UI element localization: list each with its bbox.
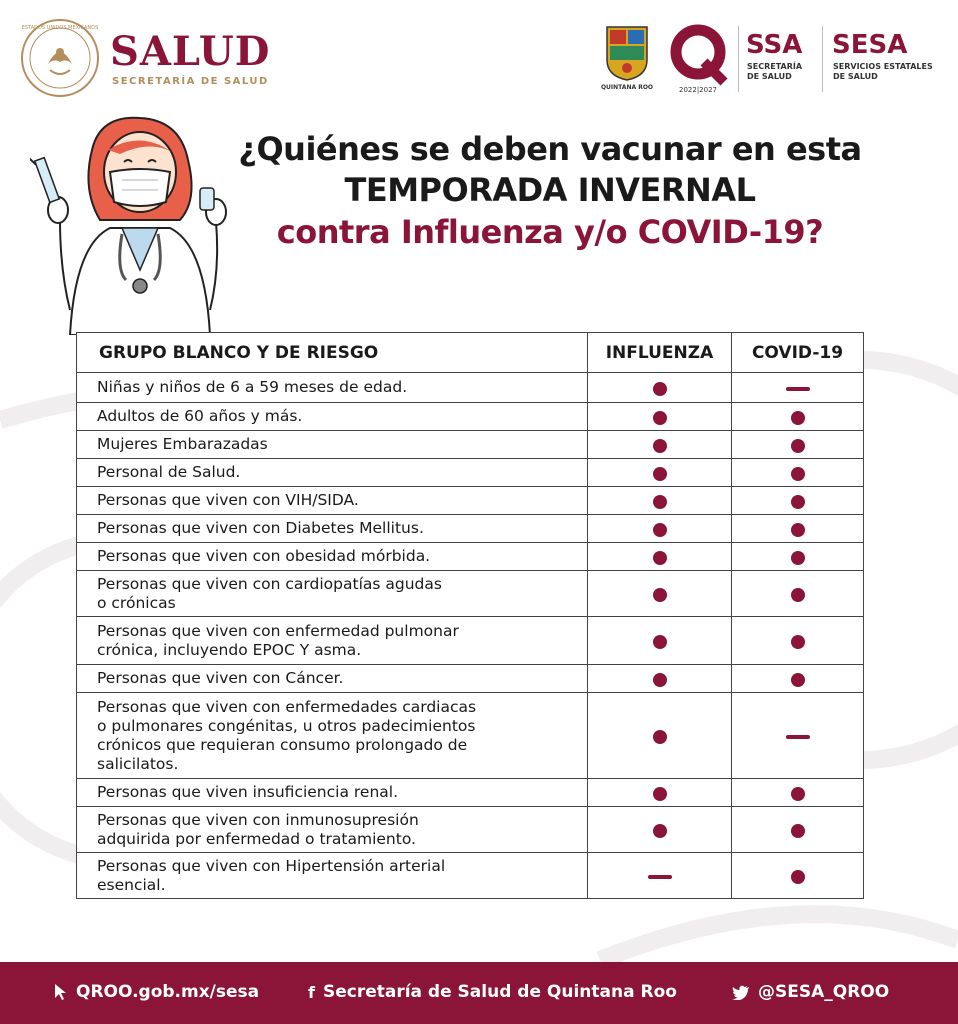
- influenza-cell: [588, 543, 732, 571]
- group-text: esencial.: [97, 875, 166, 894]
- ssa-title: SSA: [746, 30, 803, 60]
- group-cell: [77, 515, 588, 543]
- group-text: o pulmonares congénitas, u otros padecimientos: [97, 716, 476, 735]
- group-cell: [77, 459, 588, 487]
- header: [0, 0, 958, 110]
- group-cell: [77, 543, 588, 571]
- group-text: Personal de Salud.: [97, 463, 241, 481]
- table-row: [77, 543, 864, 571]
- sesa-subtitle: [833, 62, 943, 82]
- covid-cell: [732, 807, 864, 853]
- influenza-cell: [588, 665, 732, 693]
- footer: [0, 962, 958, 1024]
- recommended-dot-icon: [653, 495, 667, 509]
- recommended-dot-icon: [791, 824, 805, 838]
- table-row: [77, 403, 864, 431]
- influenza-cell: [588, 403, 732, 431]
- table-row: [77, 779, 864, 807]
- recommended-dot-icon: [653, 673, 667, 687]
- title-line-2: TEMPORADA INVERNAL: [344, 171, 756, 209]
- not-applicable-dash-icon: [648, 875, 672, 879]
- recommended-dot-icon: [653, 467, 667, 481]
- divider: [738, 26, 739, 92]
- recommended-dot-icon: [791, 495, 805, 509]
- cursor-icon: [54, 983, 68, 1001]
- recommended-dot-icon: [791, 467, 805, 481]
- divider: [822, 26, 823, 92]
- group-text: Adultos de 60 años y más.: [97, 407, 303, 425]
- covid-cell: [732, 515, 864, 543]
- sesa-sub-line: SERVICIOS ESTATALES: [833, 62, 933, 71]
- table-header-row: [77, 333, 864, 373]
- not-applicable-dash-icon: [786, 387, 810, 391]
- table-row: [77, 373, 864, 403]
- vaccination-table: [76, 332, 864, 899]
- quintana-roo-shield-icon: [604, 24, 650, 82]
- group-text: crónica, incluyendo EPOC Y asma.: [97, 640, 362, 659]
- footer-web[interactable]: [54, 982, 259, 1002]
- influenza-cell: [588, 431, 732, 459]
- mexico-seal-icon: [20, 18, 100, 98]
- recommended-dot-icon: [791, 588, 805, 602]
- recommended-dot-icon: [791, 787, 805, 801]
- influenza-cell: [588, 571, 732, 617]
- table-row: [77, 571, 864, 617]
- brand-subtitle: SECRETARÍA DE SALUD: [112, 76, 269, 87]
- influenza-cell: [588, 487, 732, 515]
- covid-cell: [732, 665, 864, 693]
- group-text: o crónicas: [97, 593, 176, 612]
- state-label: QUINTANA ROO: [600, 84, 654, 91]
- table-row: [77, 431, 864, 459]
- sesa-sub-line: DE SALUD: [833, 72, 878, 81]
- group-text: adquirida por enfermedad o tratamiento.: [97, 829, 416, 848]
- influenza-cell: [588, 617, 732, 665]
- recommended-dot-icon: [653, 551, 667, 565]
- recommended-dot-icon: [791, 439, 805, 453]
- influenza-cell: [588, 807, 732, 853]
- q-logo-icon: [664, 22, 732, 94]
- covid-cell: [732, 431, 864, 459]
- group-text: Personas que viven con inmunosupresión: [97, 810, 419, 829]
- recommended-dot-icon: [791, 411, 805, 425]
- recommended-dot-icon: [653, 730, 667, 744]
- table-row: [77, 693, 864, 779]
- ssa-sub-line: DE SALUD: [747, 72, 792, 81]
- recommended-dot-icon: [791, 551, 805, 565]
- influenza-cell: [588, 515, 732, 543]
- recommended-dot-icon: [653, 523, 667, 537]
- influenza-cell: [588, 853, 732, 899]
- covid-cell: [732, 373, 864, 403]
- covid-cell: [732, 853, 864, 899]
- footer-twitter[interactable]: [732, 982, 889, 1002]
- group-text: Personas que viven con obesidad mórbida.: [97, 547, 431, 565]
- group-cell: [77, 665, 588, 693]
- table-row: [77, 487, 864, 515]
- ssa-sub-line: SECRETARÍA: [747, 62, 803, 71]
- table-body: [77, 373, 864, 899]
- group-text: salicilatos.: [97, 754, 179, 773]
- covid-cell: [732, 543, 864, 571]
- group-cell: [77, 487, 588, 515]
- table-row: [77, 459, 864, 487]
- gov-years: 2022|2027: [679, 86, 717, 94]
- table-row: [77, 617, 864, 665]
- group-text: Personas que viven con Hipertensión arterial: [97, 856, 446, 875]
- influenza-cell: [588, 779, 732, 807]
- group-cell: [77, 853, 588, 899]
- table-row: [77, 853, 864, 899]
- influenza-cell: [588, 373, 732, 403]
- recommended-dot-icon: [791, 523, 805, 537]
- covid-cell: [732, 487, 864, 515]
- header-group: GRUPO BLANCO Y DE RIESGO: [77, 333, 588, 373]
- covid-cell: [732, 403, 864, 431]
- title-line-3: contra Influenza y/o COVID-19?: [276, 213, 824, 251]
- recommended-dot-icon: [791, 635, 805, 649]
- group-cell: [77, 571, 588, 617]
- covid-cell: [732, 571, 864, 617]
- covid-cell: [732, 779, 864, 807]
- group-cell: [77, 431, 588, 459]
- twitter-icon: [732, 985, 750, 1000]
- table-row: [77, 807, 864, 853]
- group-text: crónicos que requieran consumo prolongado de: [97, 735, 468, 754]
- covid-cell: [732, 459, 864, 487]
- group-text: Personas que viven con VIH/SIDA.: [97, 491, 359, 509]
- header-influenza: INFLUENZA: [588, 333, 732, 373]
- group-text: Niñas y niños de 6 a 59 meses de edad.: [97, 378, 408, 396]
- group-cell: [77, 403, 588, 431]
- footer-facebook[interactable]: [308, 982, 677, 1002]
- group-cell: [77, 693, 588, 779]
- recommended-dot-icon: [653, 787, 667, 801]
- group-cell: [77, 779, 588, 807]
- seal-text: ESTADOS UNIDOS MEXICANOS: [21, 25, 99, 31]
- recommended-dot-icon: [653, 588, 667, 602]
- group-text: Personas que viven insuficiencia renal.: [97, 783, 399, 801]
- group-text: Personas que viven con Cáncer.: [97, 669, 344, 687]
- sesa-title: SESA: [832, 30, 908, 60]
- table-row: [77, 515, 864, 543]
- group-text: Personas que viven con enfermedad pulmonar: [97, 621, 459, 640]
- header-covid: COVID-19: [732, 333, 864, 373]
- covid-cell: [732, 617, 864, 665]
- recommended-dot-icon: [653, 439, 667, 453]
- group-cell: [77, 617, 588, 665]
- group-text: Personas que viven con cardiopatías agudas: [97, 574, 442, 593]
- group-text: Mujeres Embarazadas: [97, 435, 268, 453]
- footer-twitter-link[interactable]: @SESA_QROO: [758, 982, 890, 1002]
- group-text: Personas que viven con enfermedades cardiacas: [97, 697, 477, 716]
- brand-title: SALUD: [110, 28, 271, 75]
- recommended-dot-icon: [653, 635, 667, 649]
- influenza-cell: [588, 459, 732, 487]
- title: [200, 128, 900, 254]
- group-text: Personas que viven con Diabetes Mellitus.: [97, 519, 424, 537]
- influenza-cell: [588, 693, 732, 779]
- covid-cell: [732, 693, 864, 779]
- footer-facebook-link[interactable]: Secretaría de Salud de Quintana Roo: [322, 982, 677, 1002]
- title-line-1: ¿Quiénes se deben vacunar en esta: [238, 130, 862, 168]
- group-cell: [77, 373, 588, 403]
- not-applicable-dash-icon: [786, 735, 810, 739]
- footer-web-link[interactable]: QROO.gob.mx/sesa: [76, 982, 260, 1002]
- group-cell: [77, 807, 588, 853]
- table-row: [77, 665, 864, 693]
- recommended-dot-icon: [791, 673, 805, 687]
- recommended-dot-icon: [653, 411, 667, 425]
- ssa-subtitle: [747, 62, 802, 82]
- recommended-dot-icon: [653, 382, 667, 396]
- recommended-dot-icon: [653, 824, 667, 838]
- facebook-icon: f: [308, 982, 315, 1002]
- recommended-dot-icon: [791, 870, 805, 884]
